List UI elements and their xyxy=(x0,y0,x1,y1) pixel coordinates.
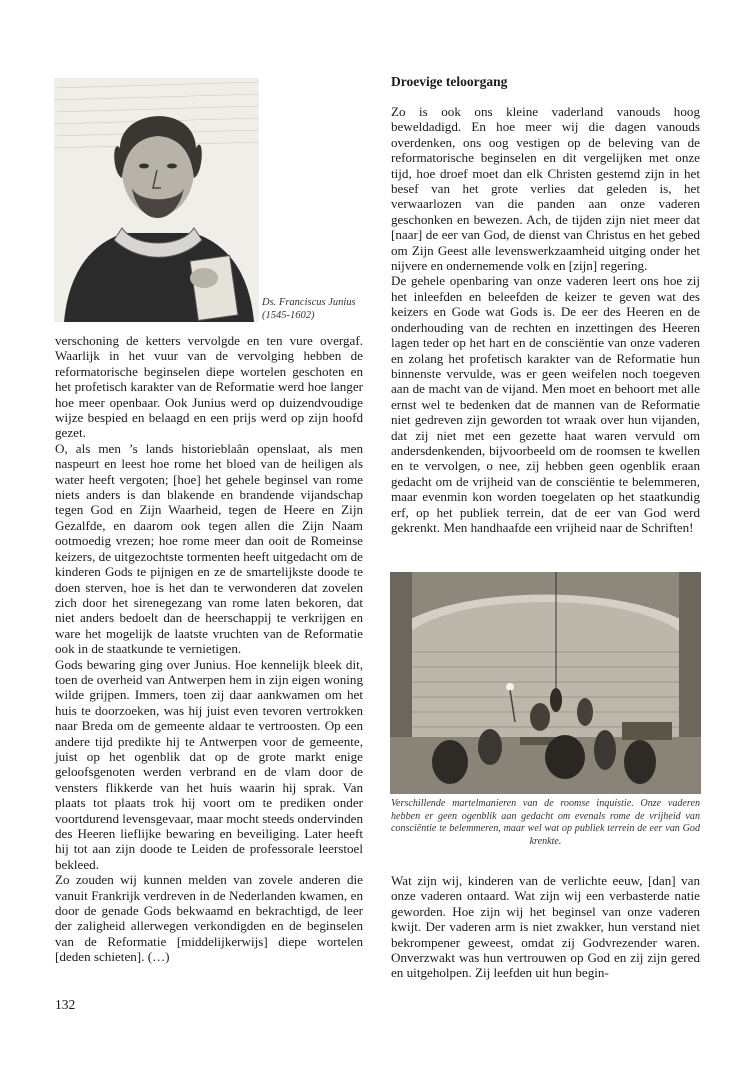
left-paragraph-1: verschoning de ketters vervolgde en ten vure overgaf. Waarlijk in het vuur van de vervolging hebben de reformatorische beginselen diepe wortelen geschoten en het profetisch karakter van de Reformatie werd hoe langer hoe meer openbaar. Ook Junius werd op duizendvoudige wijze bespied en belaagd en een prijs werd op zijn hoofd gezet. xyxy=(55,333,363,441)
right-column-bottom xyxy=(391,873,700,981)
section-heading: Droevige teloorgang xyxy=(391,74,508,89)
left-paragraph-4: Zo zouden wij kunnen melden van zovele anderen die vanuit Frankrijk verdreven in de Nederlanden kwamen, en door de genade Gods bekwaamd en bekrachtigd, de leer der zaligheid allerwegen verkondigden en de beginselen van de Reformatie [middelijkerwijs] diepe wortelen [deden schieten]. (…) xyxy=(55,872,363,965)
right-column-top xyxy=(391,104,700,535)
engraving-caption: Verschillende martelmanieren van de roomse inquistie. Onze vaderen hebben er geen ogenblik aan gedacht om evenals rome de vrijheid van consciëntie te belemmeren, maar wel wat op publiek terrein de eer van God krenkte. xyxy=(391,798,700,847)
page-number: 132 xyxy=(55,997,76,1012)
portrait-caption-years: (1545-1602) xyxy=(262,310,315,321)
left-paragraph-2: O, als men ’s lands historieblaân openslaat, als men naspeurt en leest hoe rome het bloed van de heiligen als water heeft vergoten; [hoe] het gehele beginsel van rome niets anders is dan blakende en brandende vijandschap tegen God en Zijn Waarheid, tegen de Heere en Zijn Gezalfde, en daarom ook tegen allen die Zijn Naam ootmoedig vrezen; hoe rome meer dan ooit de Romeinse keizers, de uitgezochtste tormenten heeft uitgedacht om de kinderen Gods te pijnigen en ze de smartelijkste doode te doen sterven, hoe is het dan te verwonderen dat zovelen zich door het sirenegezang van rome laten bekoren, dat niet anders bedoelt dan de heerschappij te verkrijgen en ware het mogelijk de laatste vruchten van de Reformatie ook in de staatkunde te vernietigen. xyxy=(55,440,363,657)
left-paragraph-3: Gods bewaring ging over Junius. Hoe kennelijk bleek dit, toen de overheid van Antwerpen hem in zijn eigen woning wilde grijpen. Immers, toen zij daar aankwamen om het huis te doorzoeken, was hij juist even tevoren vertrokken naar Breda om de gemeente aldaar te vertroosten. Op een andere tijd predikte hij te Antwerpen voor de gemeente, juist op het ogenblik dat op de grote markt enige geloofsgenoten werden verbrand en de vlam door de vensters flikkerde van het huis waarin hij sprak. Van plaats tot plaats trok hij voort om te prediken onder voortdurend levensgevaar, maar mocht steeds ondervinden des Heeren lieflijke bewaring en beveiliging. Later heeft hij tot aan zijn doode te Leiden de professorale leerstoel bekleed. xyxy=(55,656,363,872)
inquisition-engraving-image xyxy=(390,572,701,794)
portrait-caption-name: Ds. Franciscus Junius xyxy=(262,297,356,308)
right-paragraph-2: De gehele openbaring van onze vaderen leert ons hoe zij het inleefden en beleefden de keizer te geven wat des keizers en Gode wat Gods is. De eer des Heeren en de onderhouding van de rechten en inzettingen des Heeren lagen teder op het hart en de consciëntie van onze vaderen en zolang het profetisch karakter van de Reformatie hun binnenste vervulde, was er geen weifelen noch toegeven aan de macht van de vijand. Men moet en behoort met alle ernst wel te bedenken dat de mannen van de Reformatie niet gedreven zijn geworden tot wraak over hun vijanden, dat zij niet met een gezette haat waren vervuld om andersdenkenden, bijvoorbeeld om de roomsen te kwellen en te vervolgen, o nee, zij hebben geen ogenblik eraan gedacht om de vrijheid van de consciëntie te belemmeren, maar evenmin kon worden toegelaten op het staatkundig erf, op het publiek terrein, dat de eer van God werd gekrenkt. Men handhaafde een vrijheid naar de Schriften! xyxy=(391,273,700,535)
left-column xyxy=(55,333,363,965)
right-paragraph-1: Zo is ook ons kleine vaderland vanouds hoog beweldadigd. En hoe meer wij die dagen vanouds overdenken, ons oog vestigen op de beleving van de reformatorische beginselen en dit vergelijken met onze tijd, hoe droef moet dan elk Christen gestemd zijn in het besef van het grote verlies dat geleden is, het verwaarlozen van die panden aan onze vaderen geschonken en bewezen. Ach, de tijden zijn niet meer dat [naar] de eer van God, de dienst van Christus en het gebed om Zijn Geest alle levenswerkzaamheid uitging onder het nijvere en ondernemende volk en [zijn] regering. xyxy=(391,104,700,274)
right-paragraph-3: Wat zijn wij, kinderen van de verlichte eeuw, [dan] van onze vaderen ontaard. Wat zijn wij een verbasterde natie geworden. Hoe zijn wij het beginsel van onze vaderen kwijt. Der vaderen arm is niet zwakker, hun verstand niet bekrompener geweest, omdat zij Godvrezender waren. Onverzwakt was hun vertrouwen op God en zij zijn gered en uitgeholpen. Zij leefden uit hun begin- xyxy=(391,873,700,981)
portrait-image xyxy=(54,78,259,322)
portrait-caption xyxy=(262,296,372,322)
